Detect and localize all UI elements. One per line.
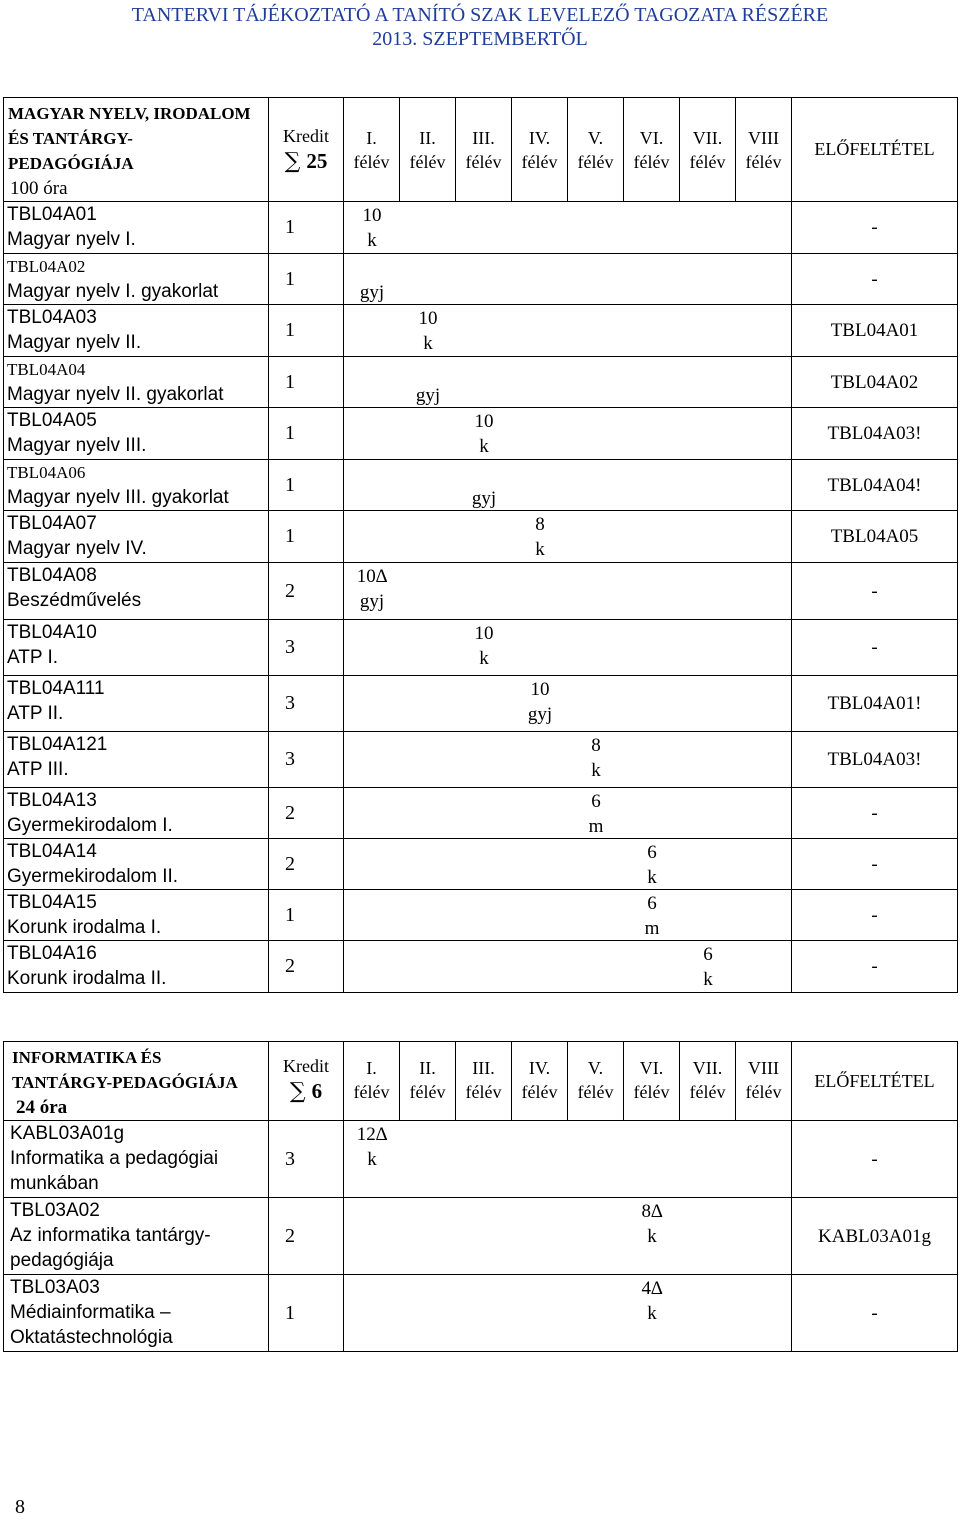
semester-header: III. félév [456, 1042, 512, 1121]
semester-entry [624, 1199, 680, 1249]
course-code: TBL04A14 [7, 841, 97, 862]
prerequisite-value: TBL04A05 [792, 511, 958, 563]
course-name: Magyar nyelv II. [7, 332, 142, 353]
semester-entry [344, 203, 400, 253]
section-title: INFORMATIKA ÉS TANTÁRGY-PEDAGÓGIÁJA 24 óra [4, 1042, 269, 1121]
semester-hours: 8 [591, 735, 601, 756]
semester-area [344, 732, 792, 788]
semester-entry [456, 621, 512, 671]
semester-entry [624, 840, 680, 890]
semester-header: VI. félév [624, 98, 680, 202]
semester-area [344, 1275, 792, 1352]
prerequisite-value: TBL04A02 [792, 357, 958, 408]
semester-entry [624, 1276, 680, 1326]
prerequisite-value: KABL03A01g [792, 1198, 958, 1275]
prerequisite-value: TBL04A01! [792, 676, 958, 732]
semester-assessment: k [703, 969, 713, 990]
semester-header: III. félév [456, 98, 512, 202]
semester-area [344, 676, 792, 732]
semester-assessment: k [423, 333, 433, 354]
semester-entry [400, 306, 456, 356]
course-name: Magyar nyelv IV. [7, 538, 147, 559]
credit-value: 2 [269, 941, 344, 993]
section-hours: 100 óra [10, 178, 68, 199]
prerequisite-value: TBL04A03! [792, 732, 958, 788]
course-cell [4, 460, 269, 511]
semester-area [344, 941, 792, 993]
credit-value: 2 [269, 839, 344, 890]
semester-header: VI. félév [624, 1042, 680, 1121]
course-cell [4, 732, 269, 788]
course-name: Oktatástechnológia [10, 1327, 173, 1348]
course-name: Az informatika tantárgy- [10, 1225, 211, 1246]
course-code: TBL04A15 [7, 892, 97, 913]
semester-hours: 6 [591, 791, 601, 812]
semester-hours: gyj [471, 488, 497, 509]
course-name: munkában [10, 1173, 99, 1194]
course-cell [4, 788, 269, 839]
course-name: Korunk irodalma II. [7, 968, 167, 989]
semester-area [344, 839, 792, 890]
semester-area [344, 254, 792, 305]
course-code: TBL03A02 [10, 1200, 100, 1221]
course-cell [4, 839, 269, 890]
credit-value: 3 [269, 620, 344, 676]
course-code: TBL04A01 [7, 204, 97, 225]
table-row [4, 202, 958, 254]
semester-hours: 10 [474, 623, 494, 644]
semester-hours: 8 [535, 514, 545, 535]
section-hours: 24 óra [16, 1097, 68, 1118]
informatics-course-table [3, 1041, 958, 1352]
semester-entry [680, 942, 736, 992]
semester-assessment: k [535, 539, 545, 560]
kredit-header: Kredit ∑ 25 [269, 98, 344, 202]
semester-header: IV. félév [512, 1042, 568, 1121]
credit-value: 2 [269, 1198, 344, 1275]
semester-area [344, 890, 792, 941]
course-code: KABL03A01g [10, 1123, 125, 1144]
course-code: TBL04A07 [7, 513, 97, 534]
course-cell [4, 1121, 269, 1198]
semester-header: II. félév [400, 1042, 456, 1121]
semester-area [344, 620, 792, 676]
course-cell [4, 1275, 269, 1352]
table-row [4, 732, 958, 788]
table-header-row [4, 98, 958, 202]
course-code: TBL04A08 [7, 565, 97, 586]
credit-value: 1 [269, 511, 344, 563]
prerequisite-value: TBL04A03! [792, 408, 958, 460]
semester-hours: 4∆ [641, 1278, 663, 1299]
semester-assessment: m [588, 816, 604, 837]
credit-value: 1 [269, 254, 344, 305]
semester-entry [400, 383, 456, 408]
prerequisite-value: - [792, 941, 958, 993]
kredit-sum: 6 [311, 1079, 323, 1103]
table-row [4, 460, 958, 511]
table-row [4, 890, 958, 941]
header-title: TANTERVI TÁJÉKOZTATÓ A TANÍTÓ SZAK LEVELEZŐ TAGOZATA RÉSZÉRE [131, 4, 829, 26]
semester-entry [568, 789, 624, 839]
semester-assessment: k [647, 1303, 657, 1324]
semester-assessment: k [367, 1149, 377, 1170]
course-code: TBL04A02 [7, 257, 86, 276]
table-row [4, 511, 958, 563]
course-code: TBL03A03 [10, 1277, 100, 1298]
semester-assessment: k [479, 648, 489, 669]
semester-hours: 6 [647, 893, 657, 914]
semester-entry [344, 1122, 400, 1172]
credit-value: 1 [269, 202, 344, 254]
semester-assessment: gyj [527, 704, 553, 725]
semester-entry [624, 891, 680, 941]
table-row [4, 563, 958, 620]
kredit-header: Kredit ∑ 6 [269, 1042, 344, 1121]
course-code: TBL04A10 [7, 622, 97, 643]
prerequisite-value: - [792, 788, 958, 839]
semester-area [344, 1198, 792, 1275]
prerequisite-value: TBL04A01 [792, 305, 958, 357]
semester-hours: 8∆ [641, 1201, 663, 1222]
semester-entry [512, 677, 568, 727]
course-name: ATP III. [7, 759, 69, 780]
semester-area [344, 357, 792, 408]
course-code: TBL04A03 [7, 307, 97, 328]
course-code: TBL04A13 [7, 790, 97, 811]
semester-entry [344, 280, 400, 305]
course-name: Magyar nyelv I. [7, 229, 136, 250]
course-name: ATP II. [7, 703, 64, 724]
semester-area [344, 1121, 792, 1198]
semester-area [344, 408, 792, 460]
semester-hours: gyj [359, 282, 385, 303]
semester-assessment: k [367, 230, 377, 251]
semester-header: VIII félév [736, 1042, 792, 1121]
course-name: Gyermekirodalom I. [7, 815, 173, 836]
prerequisite-value: - [792, 1121, 958, 1198]
credit-value: 1 [269, 357, 344, 408]
table-row [4, 1121, 958, 1198]
semester-header: VIII félév [736, 98, 792, 202]
semester-header: VII. félév [680, 1042, 736, 1121]
semester-header: V. félév [568, 1042, 624, 1121]
course-cell [4, 563, 269, 620]
semester-assessment: gyj [359, 591, 385, 612]
credit-value: 1 [269, 460, 344, 511]
course-code: TBL04A16 [7, 943, 97, 964]
credit-value: 2 [269, 563, 344, 620]
semester-hours: 12∆ [356, 1124, 388, 1145]
semester-header: I. félév [344, 1042, 400, 1121]
prerequisite-header: ELŐFELTÉTEL [792, 1042, 958, 1121]
table-row [4, 254, 958, 305]
course-name: Magyar nyelv I. gyakorlat [7, 281, 219, 302]
table-row [4, 1275, 958, 1352]
prerequisite-value: TBL04A04! [792, 460, 958, 511]
prerequisite-value: - [792, 620, 958, 676]
table-row [4, 357, 958, 408]
course-cell [4, 941, 269, 993]
course-name: Korunk irodalma I. [7, 917, 162, 938]
semester-area [344, 202, 792, 254]
prerequisite-value: - [792, 839, 958, 890]
semester-header: V. félév [568, 98, 624, 202]
semester-header: IV. félév [512, 98, 568, 202]
prerequisite-value: - [792, 254, 958, 305]
semester-area [344, 511, 792, 563]
semester-area [344, 788, 792, 839]
semester-header: II. félév [400, 98, 456, 202]
course-name: Gyermekirodalom II. [7, 866, 179, 887]
credit-value: 3 [269, 1121, 344, 1198]
semester-assessment: k [647, 1226, 657, 1247]
course-name: Magyar nyelv III. [7, 435, 147, 456]
course-cell [4, 676, 269, 732]
table-row [4, 305, 958, 357]
table-row [4, 620, 958, 676]
course-name: ATP I. [7, 647, 59, 668]
semester-hours: 6 [703, 944, 713, 965]
course-name: Informatika a pedagógiai [10, 1148, 219, 1169]
semester-hours: 10∆ [356, 566, 388, 587]
course-cell [4, 890, 269, 941]
semester-assessment: m [644, 918, 660, 939]
course-name: Magyar nyelv II. gyakorlat [7, 384, 224, 405]
prerequisite-value: - [792, 890, 958, 941]
semester-hours: 10 [418, 308, 438, 329]
course-code: TBL04A04 [7, 360, 86, 379]
semester-assessment: k [647, 867, 657, 888]
course-name: Magyar nyelv III. gyakorlat [7, 487, 229, 508]
semester-assessment: k [479, 436, 489, 457]
semester-hours: gyj [415, 385, 441, 406]
semester-entry [568, 733, 624, 783]
credit-value: 1 [269, 1275, 344, 1352]
page-header [0, 3, 960, 51]
course-cell [4, 254, 269, 305]
table-row [4, 408, 958, 460]
table-row [4, 676, 958, 732]
semester-entry [456, 486, 512, 511]
course-cell [4, 202, 269, 254]
hungarian-course-table [3, 97, 958, 993]
header-subtitle: 2013. SZEPTEMBERTŐL [372, 28, 588, 50]
course-name: Beszédművelés [7, 590, 142, 611]
table-header-row [4, 1042, 958, 1121]
semester-area [344, 305, 792, 357]
course-cell [4, 305, 269, 357]
semester-entry [344, 564, 400, 614]
prerequisite-value: - [792, 563, 958, 620]
table-row [4, 839, 958, 890]
kredit-sum: 25 [306, 149, 328, 173]
credit-value: 2 [269, 788, 344, 839]
semester-hours: 10 [474, 411, 494, 432]
page-number: 8 [15, 1496, 25, 1518]
semester-hours: 10 [362, 205, 382, 226]
table-row [4, 1198, 958, 1275]
semester-hours: 6 [647, 842, 657, 863]
prerequisite-header: ELŐFELTÉTEL [792, 98, 958, 202]
course-cell [4, 1198, 269, 1275]
course-cell [4, 357, 269, 408]
semester-entry [512, 512, 568, 562]
semester-assessment: k [591, 760, 601, 781]
credit-value: 1 [269, 305, 344, 357]
course-name: pedagógiája [10, 1250, 114, 1271]
section-title: MAGYAR NYELV, IRODALOM ÉS TANTÁRGY- PEDAGÓGIÁJA 100 óra [4, 98, 269, 202]
table-row [4, 788, 958, 839]
course-cell [4, 620, 269, 676]
course-name: Médiainformatika – [10, 1302, 171, 1323]
credit-value: 3 [269, 732, 344, 788]
semester-header: I. félév [344, 98, 400, 202]
course-code: TBL04A121 [7, 734, 108, 755]
course-code: TBL04A111 [7, 678, 105, 699]
course-code: TBL04A06 [7, 463, 86, 482]
credit-value: 1 [269, 408, 344, 460]
course-cell [4, 408, 269, 460]
semester-area [344, 563, 792, 620]
course-cell [4, 511, 269, 563]
prerequisite-value: - [792, 202, 958, 254]
table-row [4, 941, 958, 993]
credit-value: 3 [269, 676, 344, 732]
course-code: TBL04A05 [7, 410, 97, 431]
credit-value: 1 [269, 890, 344, 941]
semester-entry [456, 409, 512, 459]
semester-hours: 10 [530, 679, 550, 700]
semester-header: VII. félév [680, 98, 736, 202]
prerequisite-value: - [792, 1275, 958, 1352]
semester-area [344, 460, 792, 511]
